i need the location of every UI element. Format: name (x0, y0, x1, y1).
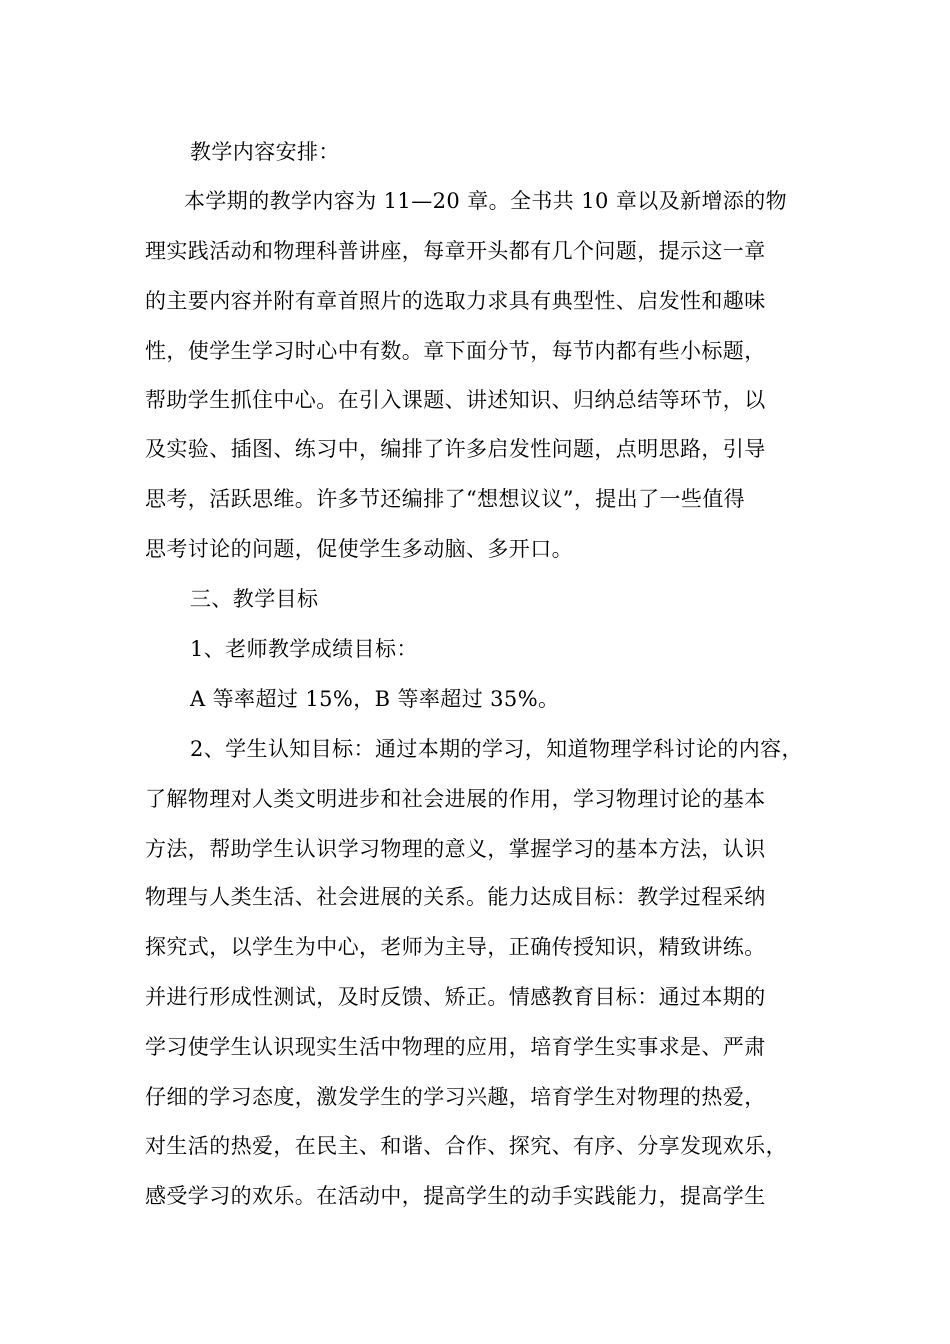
paragraph-line: 学习使学生认识现实生活中物理的应用，培育学生实事求是、严肃 (145, 1035, 766, 1059)
paragraph-line: 物理与人类生活、社会进展的关系。能力达成目标：教学过程采纳 (145, 885, 766, 909)
paragraph-line: 仔细的学习态度，激发学生的学习兴趣，培育学生对物理的热爱， (145, 1085, 766, 1109)
paragraph-line: 并进行形成性测试，及时反馈、矫正。情感教育目标：通过本期的 (145, 985, 766, 1009)
paragraph-line: 感受学习的欢乐。在活动中，提高学生的动手实践能力，提高学生 (145, 1184, 766, 1208)
paragraph-line: 的主要内容并附有章首照片的选取力求具有典型性、启发性和趣味 (145, 289, 766, 313)
paragraph-line: 2、学生认知目标：通过本期的学习，知道物理学科讨论的内容， (190, 737, 803, 761)
paragraph-line: 性，使学生学习时心中有数。章下面分节，每节内都有些小标题， (145, 339, 766, 363)
section-heading-content-arrangement: 教学内容安排： (190, 140, 340, 164)
paragraph-line: A 等率超过 15%，B 等率超过 35%。 (190, 687, 560, 711)
paragraph-line: 理实践活动和物理科普讲座，每章开头都有几个问题，提示这一章 (145, 239, 766, 263)
paragraph-line: 本学期的教学内容为 11—20 章。全书共 10 章以及新增添的物 (184, 189, 788, 213)
paragraph-line: 探究式，以学生为中心，老师为主导，正确传授知识，精致讲练。 (145, 935, 766, 959)
paragraph-line: 帮助学生抓住中心。在引入课题、讲述知识、归纳总结等环节，以 (145, 388, 766, 412)
section-heading-teaching-goals: 三、教学目标 (190, 587, 319, 611)
paragraph-line: 了解物理对人类文明进步和社会进展的作用，学习物理讨论的基本 (145, 787, 766, 811)
subheading-teacher-goal: 1、老师教学成绩目标： (190, 637, 418, 661)
paragraph-line: 及实验、插图、练习中，编排了许多启发性问题，点明思路，引导 (145, 437, 766, 461)
paragraph-line: 思考讨论的问题，促使学生多动脑、多开口。 (145, 537, 573, 561)
paragraph-line: 对生活的热爱，在民主、和谐、合作、探究、有序、分享发现欢乐， (145, 1134, 787, 1158)
paragraph-line: 思考，活跃思维。许多节还编排了“想想议议”，提出了一些值得 (145, 487, 746, 511)
paragraph-line: 方法，帮助学生认识学习物理的意义，掌握学习的基本方法，认识 (145, 837, 766, 861)
